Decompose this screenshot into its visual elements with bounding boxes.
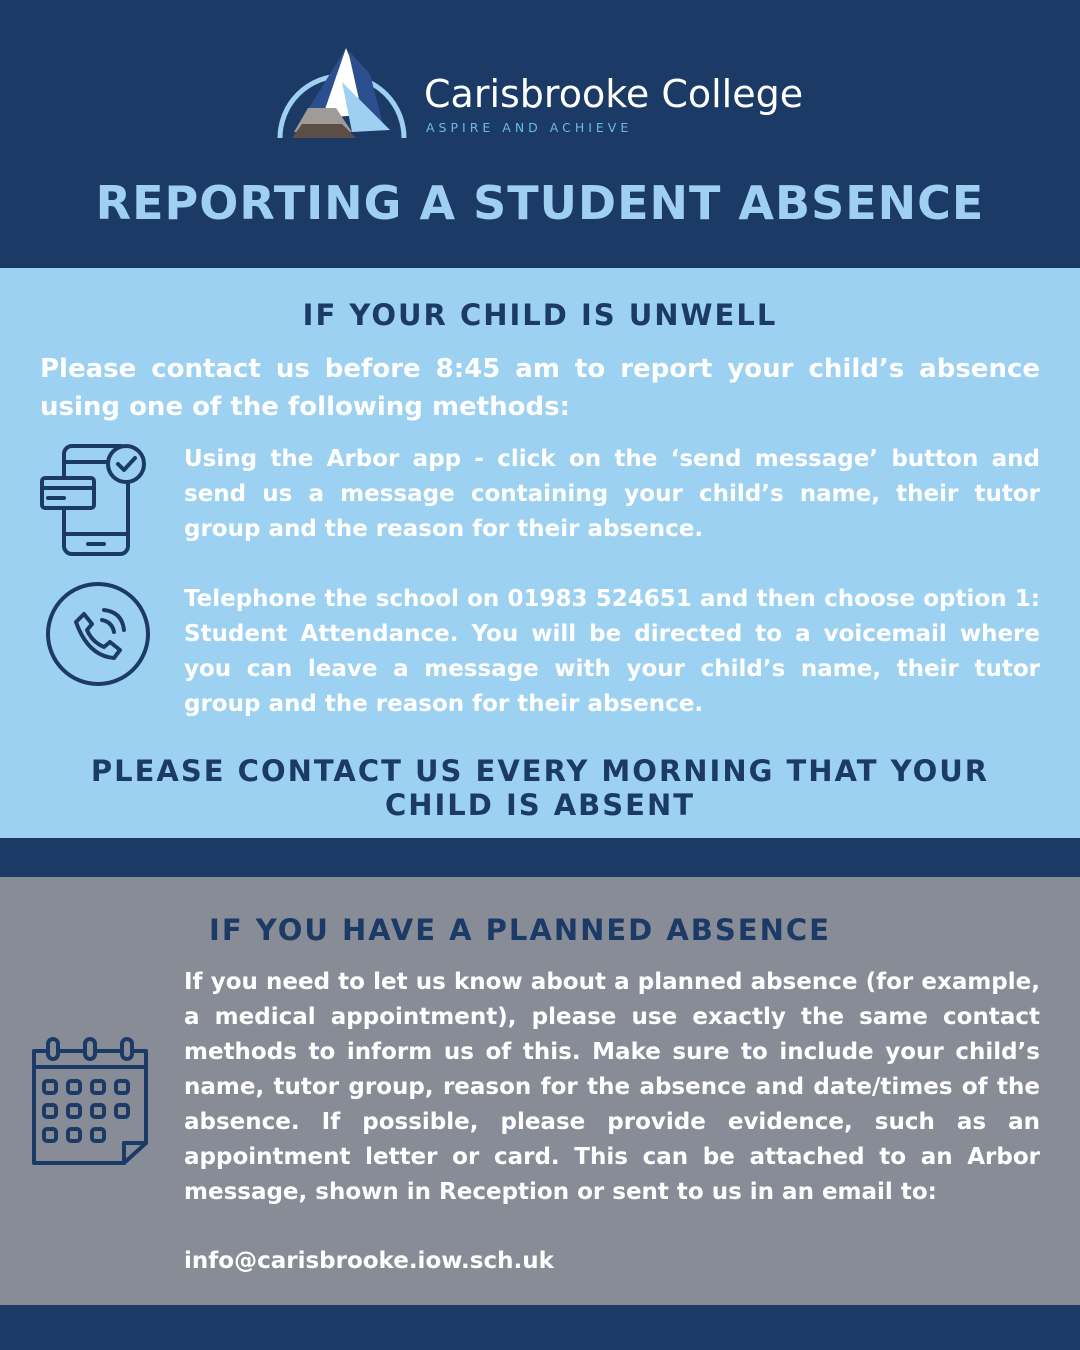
unwell-intro: Please contact us before 8:45 am to report your child’s absence using one of the following methods: <box>40 354 1040 422</box>
planned-section <box>0 877 1080 1305</box>
arbor-app-method: Using the Arbor app - click on the ‘send message’ button and send us a message containing your child’s name, their tutor group and the reason for their absence. <box>184 446 1040 542</box>
header <box>0 0 1080 268</box>
calendar-icon <box>28 1031 152 1167</box>
planned-absence-text: If you need to let us know about a planned absence (for example, a medical appointment), please use exactly the same contact methods to inform us of this. Make sure to include your child’s name, tutor group, reason for the absence and date/times of the absence. If possible, please provide evidence, such as an appointment letter or card. This can be attached to an Arbor message, shown in Reception or sent to us in an email to: <box>184 969 1040 1205</box>
page-title: REPORTING A STUDENT ABSENCE <box>95 176 985 230</box>
phone-call-icon <box>44 580 160 696</box>
college-logo-icon <box>272 34 412 142</box>
college-tagline: ASPIRE AND ACHIEVE <box>426 120 633 135</box>
planned-heading: IF YOU HAVE A PLANNED ABSENCE <box>209 913 831 947</box>
college-name: Carisbrooke College <box>424 72 804 116</box>
smartphone-check-icon <box>38 440 154 560</box>
telephone-method: Telephone the school on 01983 524651 and then choose option 1: Student Attendance. You will be directed to a voicemail where you can leave a message with your child’s name, their tutor group and the reason for their absence. <box>184 586 1040 717</box>
unwell-section <box>0 268 1080 838</box>
daily-contact-reminder: PLEASE CONTACT US EVERY MORNING THAT YOUR CHILD IS ABSENT <box>90 754 990 822</box>
unwell-heading: IF YOUR CHILD IS UNWELL <box>302 298 778 332</box>
contact-email[interactable]: info@carisbrooke.iow.sch.uk <box>184 1248 554 1274</box>
